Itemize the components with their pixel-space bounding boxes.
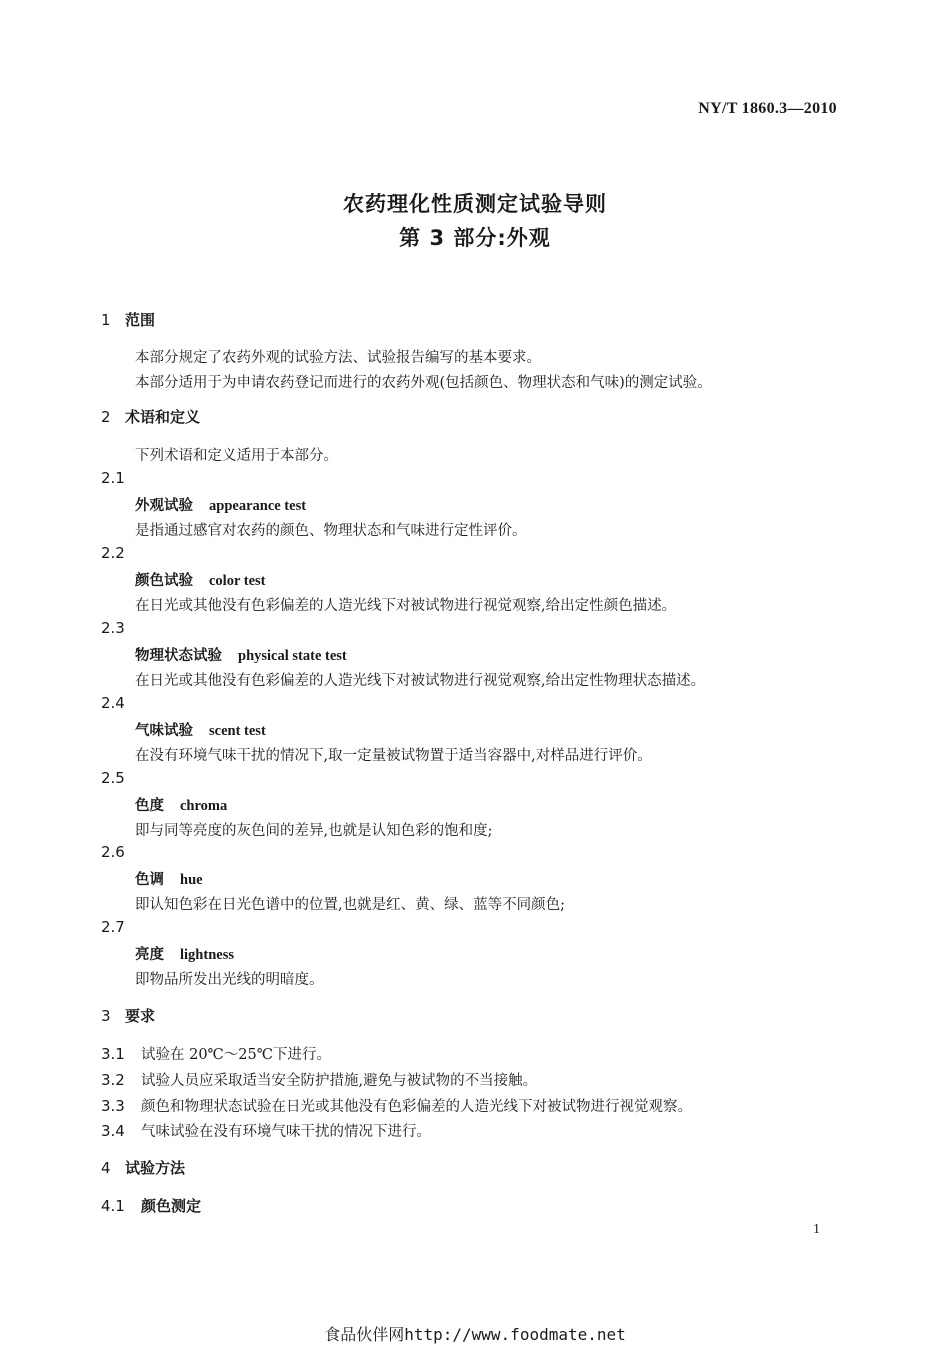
- page-number: 1: [813, 1222, 820, 1237]
- requirement-number: 3.4: [101, 1122, 125, 1140]
- section-heading-1: [101, 309, 155, 330]
- section-title: 术语和定义: [125, 408, 201, 426]
- term-number: 2.6: [101, 843, 125, 861]
- term-cn: 外观试验: [135, 498, 193, 514]
- section-heading-3: [101, 1005, 155, 1026]
- term-en: appearance test: [209, 498, 307, 514]
- section-title: 要求: [125, 1007, 156, 1025]
- term-number: 2.3: [101, 619, 125, 637]
- term-heading: [135, 644, 347, 665]
- term-heading: [135, 943, 234, 964]
- document-title: 农药理化性质测定试验导则: [343, 192, 607, 216]
- term-definition: 在没有环境气味干扰的情况下,取一定量被试物置于适当容器中,对样品进行评价。: [135, 748, 652, 764]
- document-subtitle: 第 3 部分:外观: [399, 226, 551, 250]
- term-definition: 即物品所发出光线的明暗度。: [135, 972, 324, 988]
- term-en: lightness: [180, 947, 234, 963]
- section-title: 试验方法: [125, 1159, 186, 1177]
- section-number: 4: [101, 1159, 111, 1177]
- requirement-item: [101, 1120, 431, 1141]
- term-cn: 亮度: [135, 947, 164, 963]
- paragraph: 下列术语和定义适用于本部分。: [135, 448, 338, 464]
- term-cn: 颜色试验: [135, 573, 193, 589]
- term-heading: [135, 494, 306, 515]
- requirement-item: [101, 1043, 331, 1064]
- term-cn: 色度: [135, 798, 164, 814]
- requirement-text: 颜色和物理状态试验在日光或其他没有色彩偏差的人造光线下对被试物进行视觉观察。: [141, 1099, 692, 1115]
- term-heading: [135, 794, 227, 815]
- term-en: physical state test: [238, 648, 347, 664]
- subsection-title: 颜色测定: [141, 1197, 202, 1215]
- term-en: color test: [209, 573, 266, 589]
- paragraph: 本部分适用于为申请农药登记而进行的农药外观(包括颜色、物理状态和气味)的测定试验。: [135, 375, 712, 391]
- term-number: 2.4: [101, 694, 125, 712]
- term-heading: [135, 719, 266, 740]
- paragraph: 本部分规定了农药外观的试验方法、试验报告编写的基本要求。: [135, 350, 541, 366]
- requirement-text: 试验在 20℃～25℃下进行。: [141, 1047, 331, 1063]
- term-definition: 即与同等亮度的灰色间的差异,也就是认知色彩的饱和度;: [135, 823, 493, 839]
- requirement-number: 3.3: [101, 1097, 125, 1115]
- term-definition: 在日光或其他没有色彩偏差的人造光线下对被试物进行视觉观察,给出定性颜色描述。: [135, 598, 677, 614]
- footer-watermark: 食品伙伴网http://www.foodmate.net: [324, 1325, 626, 1344]
- standard-number: NY/T 1860.3—2010: [698, 100, 837, 117]
- section-number: 3: [101, 1007, 111, 1025]
- section-heading-4: [101, 1157, 185, 1178]
- term-cn: 物理状态试验: [135, 648, 222, 664]
- section-title: 范围: [125, 311, 156, 329]
- term-number: 2.5: [101, 769, 125, 787]
- section-heading-2: [101, 406, 200, 427]
- term-definition: 在日光或其他没有色彩偏差的人造光线下对被试物进行视觉观察,给出定性物理状态描述。: [135, 673, 706, 689]
- requirement-item: [101, 1069, 537, 1090]
- requirement-number: 3.1: [101, 1045, 125, 1063]
- requirement-text: 气味试验在没有环境气味干扰的情况下进行。: [141, 1124, 431, 1140]
- section-number: 2: [101, 408, 111, 426]
- term-en: scent test: [209, 723, 266, 739]
- term-definition: 即认知色彩在日光色谱中的位置,也就是红、黄、绿、蓝等不同颜色;: [135, 897, 565, 913]
- term-number: 2.7: [101, 918, 125, 936]
- subsection-heading-4-1: [101, 1195, 201, 1216]
- requirement-item: [101, 1095, 692, 1116]
- term-heading: [135, 868, 203, 889]
- term-definition: 是指通过感官对农药的颜色、物理状态和气味进行定性评价。: [135, 523, 527, 539]
- section-number: 1: [101, 311, 111, 329]
- term-cn: 气味试验: [135, 723, 193, 739]
- subsection-number: 4.1: [101, 1197, 125, 1215]
- term-cn: 色调: [135, 872, 164, 888]
- term-number: 2.2: [101, 544, 125, 562]
- term-en: hue: [180, 872, 203, 888]
- term-en: chroma: [180, 798, 228, 814]
- term-number: 2.1: [101, 469, 125, 487]
- requirement-text: 试验人员应采取适当安全防护措施,避免与被试物的不当接触。: [141, 1073, 538, 1089]
- term-heading: [135, 569, 266, 590]
- requirement-number: 3.2: [101, 1071, 125, 1089]
